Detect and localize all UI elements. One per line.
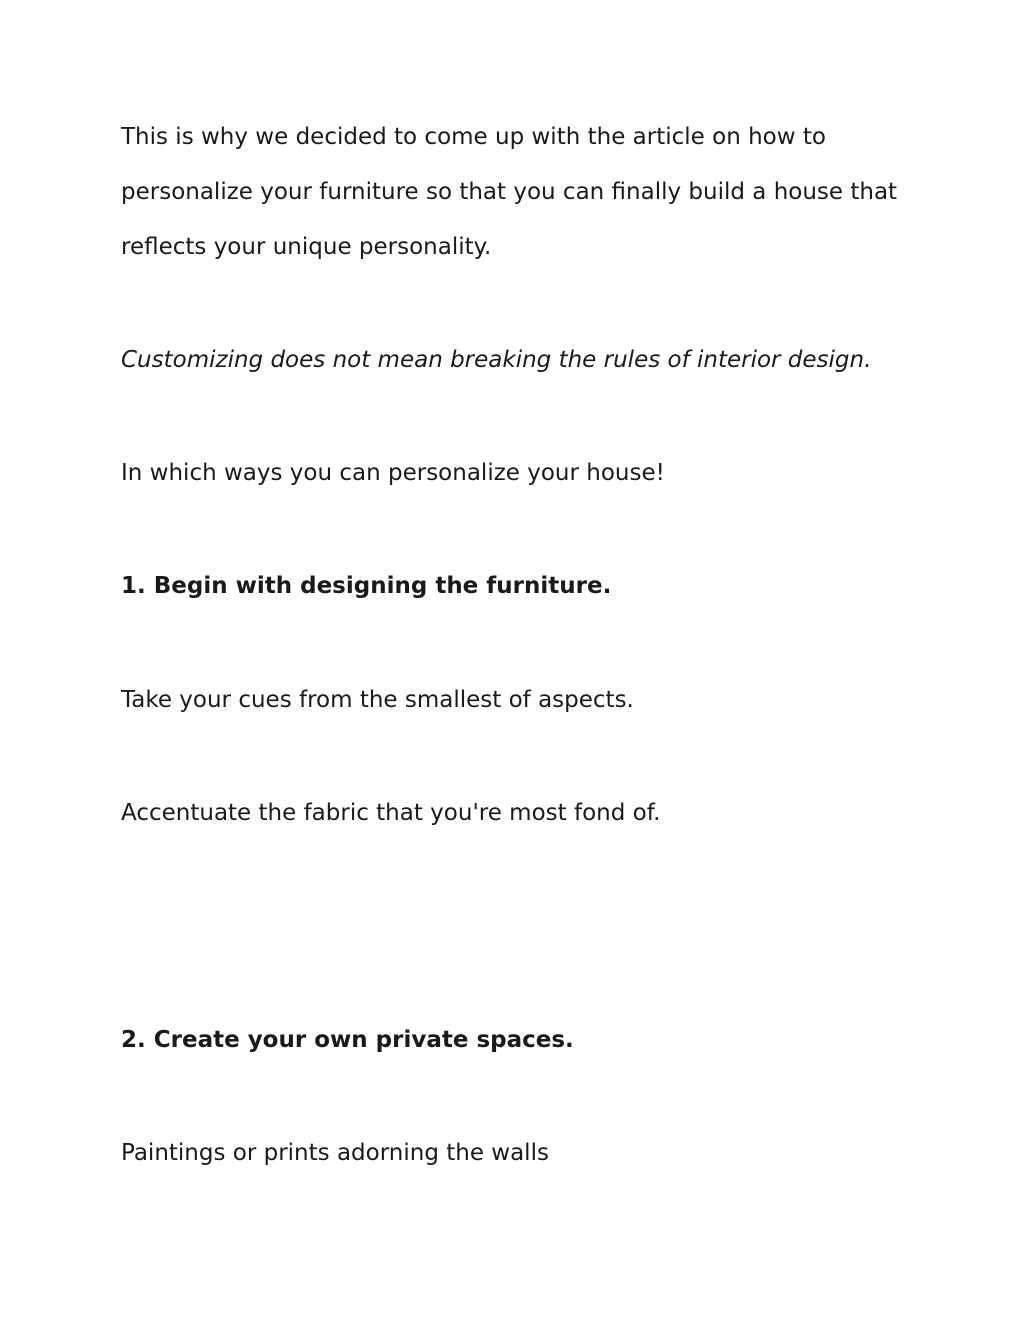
section-1-line: Take your cues from the smallest of aspects. [121, 687, 634, 713]
section-1-line: Accentuate the fabric that you're most fond of. [121, 800, 661, 826]
section-2-line: Paintings or prints adorning the walls [121, 1140, 549, 1166]
intro-line: This is why we decided to come up with the article on how to [121, 124, 826, 150]
ways-intro: In which ways you can personalize your house! [121, 460, 665, 486]
section-2-heading: 2. Create your own private spaces. [121, 1027, 574, 1053]
section-1-heading: 1. Begin with designing the furniture. [121, 573, 612, 599]
italic-note: Customizing does not mean breaking the rules of interior design. [121, 347, 872, 373]
intro-line: reflects your unique personality. [121, 234, 492, 260]
intro-line: personalize your furniture so that you can finally build a house that [121, 179, 898, 205]
intro-paragraph [121, 110, 897, 275]
